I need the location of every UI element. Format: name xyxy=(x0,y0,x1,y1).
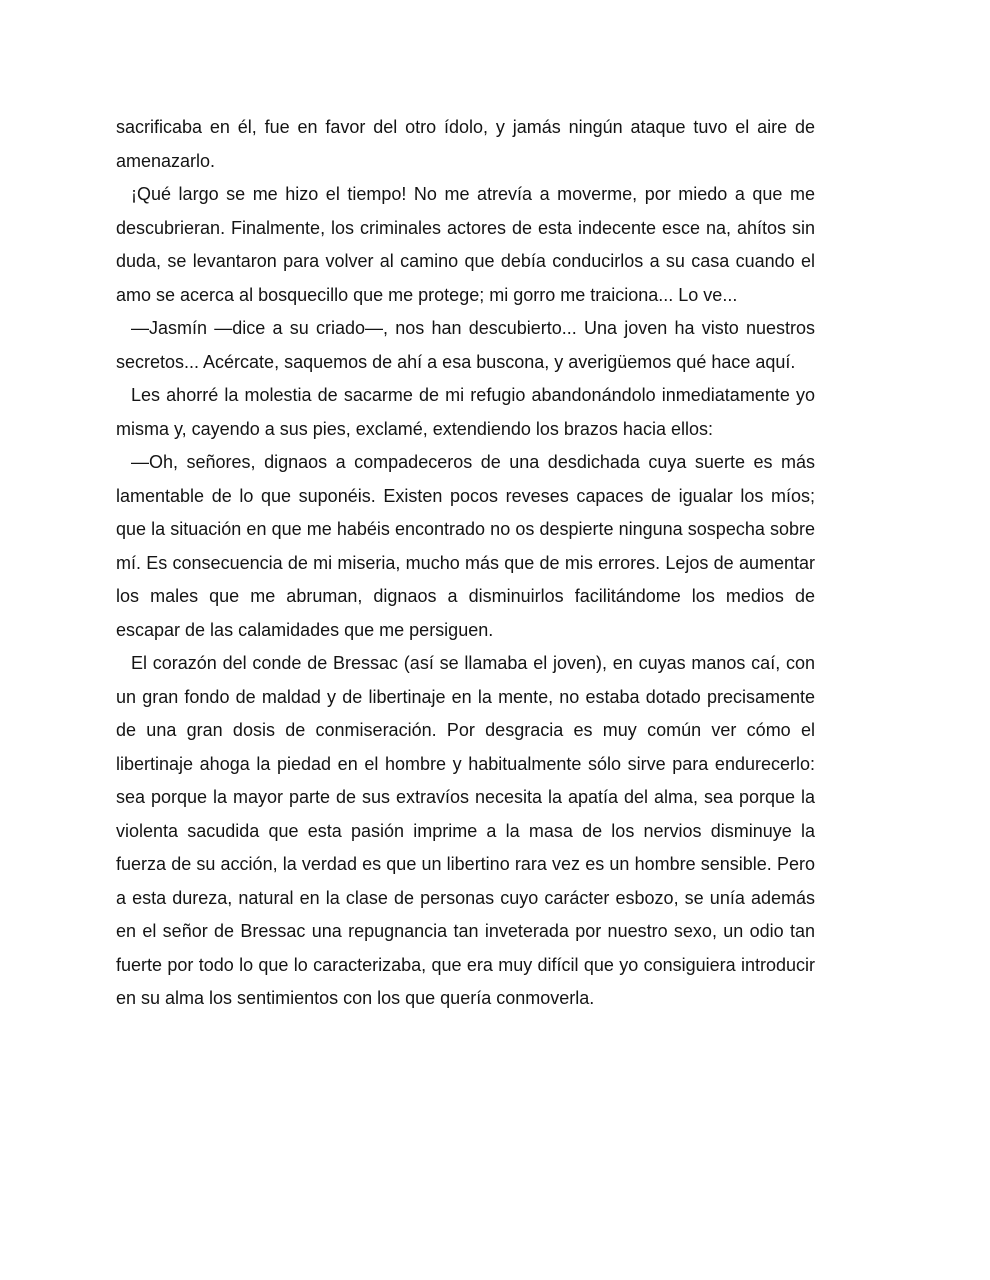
paragraph-plea: —Oh, señores, dignaos a compadeceros de una desdichada cuya suerte es más lamentable de lo que suponéis. Existen pocos reveses capaces de igualar los míos; que la situación en que me habéis encontrado no os despierte ninguna sospecha sobre mí. Es consecuencia de mi miseria, mucho más que de mis errores. Lejos de aumentar los males que me abruman, dignaos a disminuirlos facilitándome los medios de escapar de las calamidades que me persiguen. xyxy=(116,452,815,640)
paragraph-kneeling: Les ahorré la molestia de sacarme de mi refugio abandonándolo inmediatamente yo misma y, cayendo a sus pies, exclamé, extendiendo los brazos hacia ellos: xyxy=(116,385,815,439)
paragraph-count-bressac: El corazón del conde de Bressac (así se llamaba el joven), en cuyas manos caí, con un gran fondo de maldad y de libertinaje en la mente, no estaba dotado precisamente de una gran dosis de conmiseración. Por desgracia es muy común ver cómo el libertinaje ahoga la piedad en el hombre y habitualmente sólo sirve para endurecerlo: sea porque la mayor parte de sus extravíos necesita la apatía del alma, sea porque la violenta sacudida que esta pasión imprime a la masa de los nervios disminuye la fuerza de su acción, la verdad es que un libertino rara vez es un hombre sensible. Pero a esta dureza, natural en la clase de personas cuyo carácter esbozo, se unía además en el señor de Bressac una repugnancia tan inveterada por nuestro sexo, un odio tan fuerte por todo lo que lo caracterizaba, que era muy difícil que yo consiguiera introducir en su alma los sentimientos con los que quería conmoverla. xyxy=(116,653,815,1008)
paragraph-fear-of-discovery: ¡Qué largo se me hizo el tiempo! No me atrevía a moverme, por miedo a que me descubrieran. Finalmente, los criminales actores de esta indecente esce na, ahítos sin duda, se levantaron para volver al camino que debía conducirlos a su casa cuando el amo se acerca al bosquecillo que me protege; mi gorro me traiciona... Lo ve... xyxy=(116,184,815,305)
document-page xyxy=(116,111,815,1016)
paragraph-jasmin-dialogue: —Jasmín —dice a su criado—, nos han descubierto... Una joven ha visto nuestros secretos... Acércate, saquemos de ahí a esa buscona, y averigüemos qué hace aquí. xyxy=(116,318,815,372)
paragraph-continued: sacrificaba en él, fue en favor del otro ídolo, y jamás ningún ataque tuvo el aire de amenazarlo. xyxy=(116,117,815,171)
